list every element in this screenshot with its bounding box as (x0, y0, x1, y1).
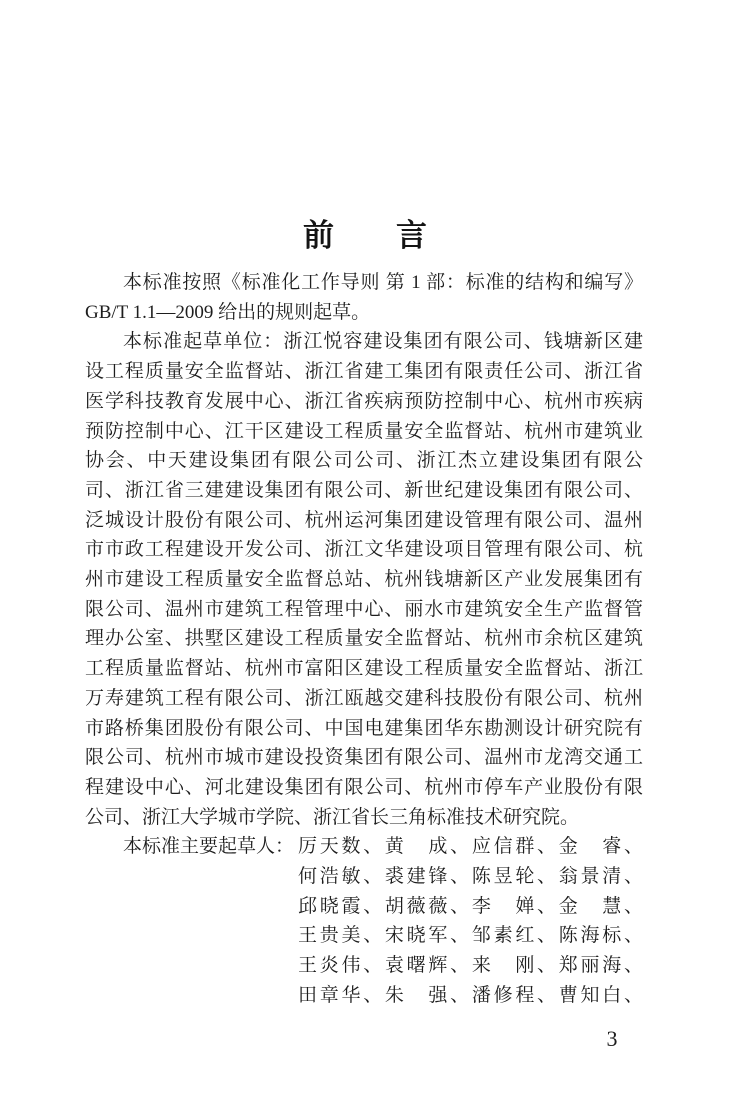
text-line: 协会、中天建设集团有限公司公司、浙江杰立建设集团有限公 (85, 450, 643, 472)
drafters-label: 本标准主要起草人： (123, 836, 295, 858)
foreword-body (85, 268, 643, 1011)
text-line: 州市建设工程质量安全监督总站、杭州钱塘新区产业发展集团有 (85, 569, 643, 591)
text-line: 限公司、温州市建筑工程管理中心、丽水市建筑安全生产监督管 (85, 598, 643, 620)
drafters-names (298, 832, 643, 1010)
text-line: 市路桥集团股份有限公司、中国电建集团华东勘测设计研究院有 (85, 717, 643, 739)
text-line: 程建设中心、河北建设集团有限公司、杭州市停车产业股份有限 (85, 776, 643, 798)
text-line: 公司、浙江大学城市学院、浙江省长三角标准技术研究院。 (85, 806, 580, 828)
text-line: 厉天数、黄 成、应信群、金 睿、 (298, 836, 643, 858)
text-line: 何浩敏、裘建锋、陈昱轮、翁景清、 (298, 866, 643, 888)
text-line: 王贵美、宋晓军、邹素红、陈海标、 (298, 925, 643, 947)
page-number: 3 (606, 1026, 618, 1051)
text-line: 限公司、杭州市城市建设投资集团有限公司、温州市龙湾交通工 (85, 747, 643, 769)
text-line: 万寿建筑工程有限公司、浙江瓯越交建科技股份有限公司、杭州 (85, 687, 643, 709)
text-line: 工程质量监督站、杭州市富阳区建设工程质量安全监督站、浙江 (85, 658, 643, 680)
text-line: 本标准按照《标准化工作导则 第 1 部：标准的结构和编写》 (123, 272, 643, 293)
text-line: 邱晓霞、胡薇薇、李 婵、金 慧、 (298, 895, 643, 917)
text-line: 王炎伟、袁曙辉、来 刚、郑丽海、 (298, 955, 643, 977)
paragraph-drafting-units (85, 327, 643, 832)
text-line: 预防控制中心、江干区建设工程质量安全监督站、杭州市建筑业 (85, 420, 643, 442)
page-title: 前 言 (303, 217, 427, 253)
paragraph-drafters (85, 832, 643, 1010)
text-line: 理办公室、拱墅区建设工程质量安全监督站、杭州市余杭区建筑 (85, 628, 643, 650)
text-line: 田章华、朱 强、潘修程、曹知白、 (298, 984, 643, 1006)
text-line: 司、浙江省三建建设集团有限公司、新世纪建设集团有限公司、 (85, 479, 643, 501)
text-line: GB/T 1.1—2009 给出的规则起草。 (85, 301, 371, 323)
text-line: 泛城设计股份有限公司、杭州运河集团建设管理有限公司、温州 (85, 509, 643, 531)
paragraph-scope (85, 268, 643, 327)
text-line: 医学科技教育发展中心、浙江省疾病预防控制中心、杭州市疾病 (85, 390, 643, 412)
text-line: 设工程质量安全监督站、浙江省建工集团有限责任公司、浙江省 (85, 361, 643, 383)
text-line: 市市政工程建设开发公司、浙江文华建设项目管理有限公司、杭 (85, 539, 643, 561)
text-line: 本标准起草单位：浙江悦容建设集团有限公司、钱塘新区建 (123, 331, 643, 353)
